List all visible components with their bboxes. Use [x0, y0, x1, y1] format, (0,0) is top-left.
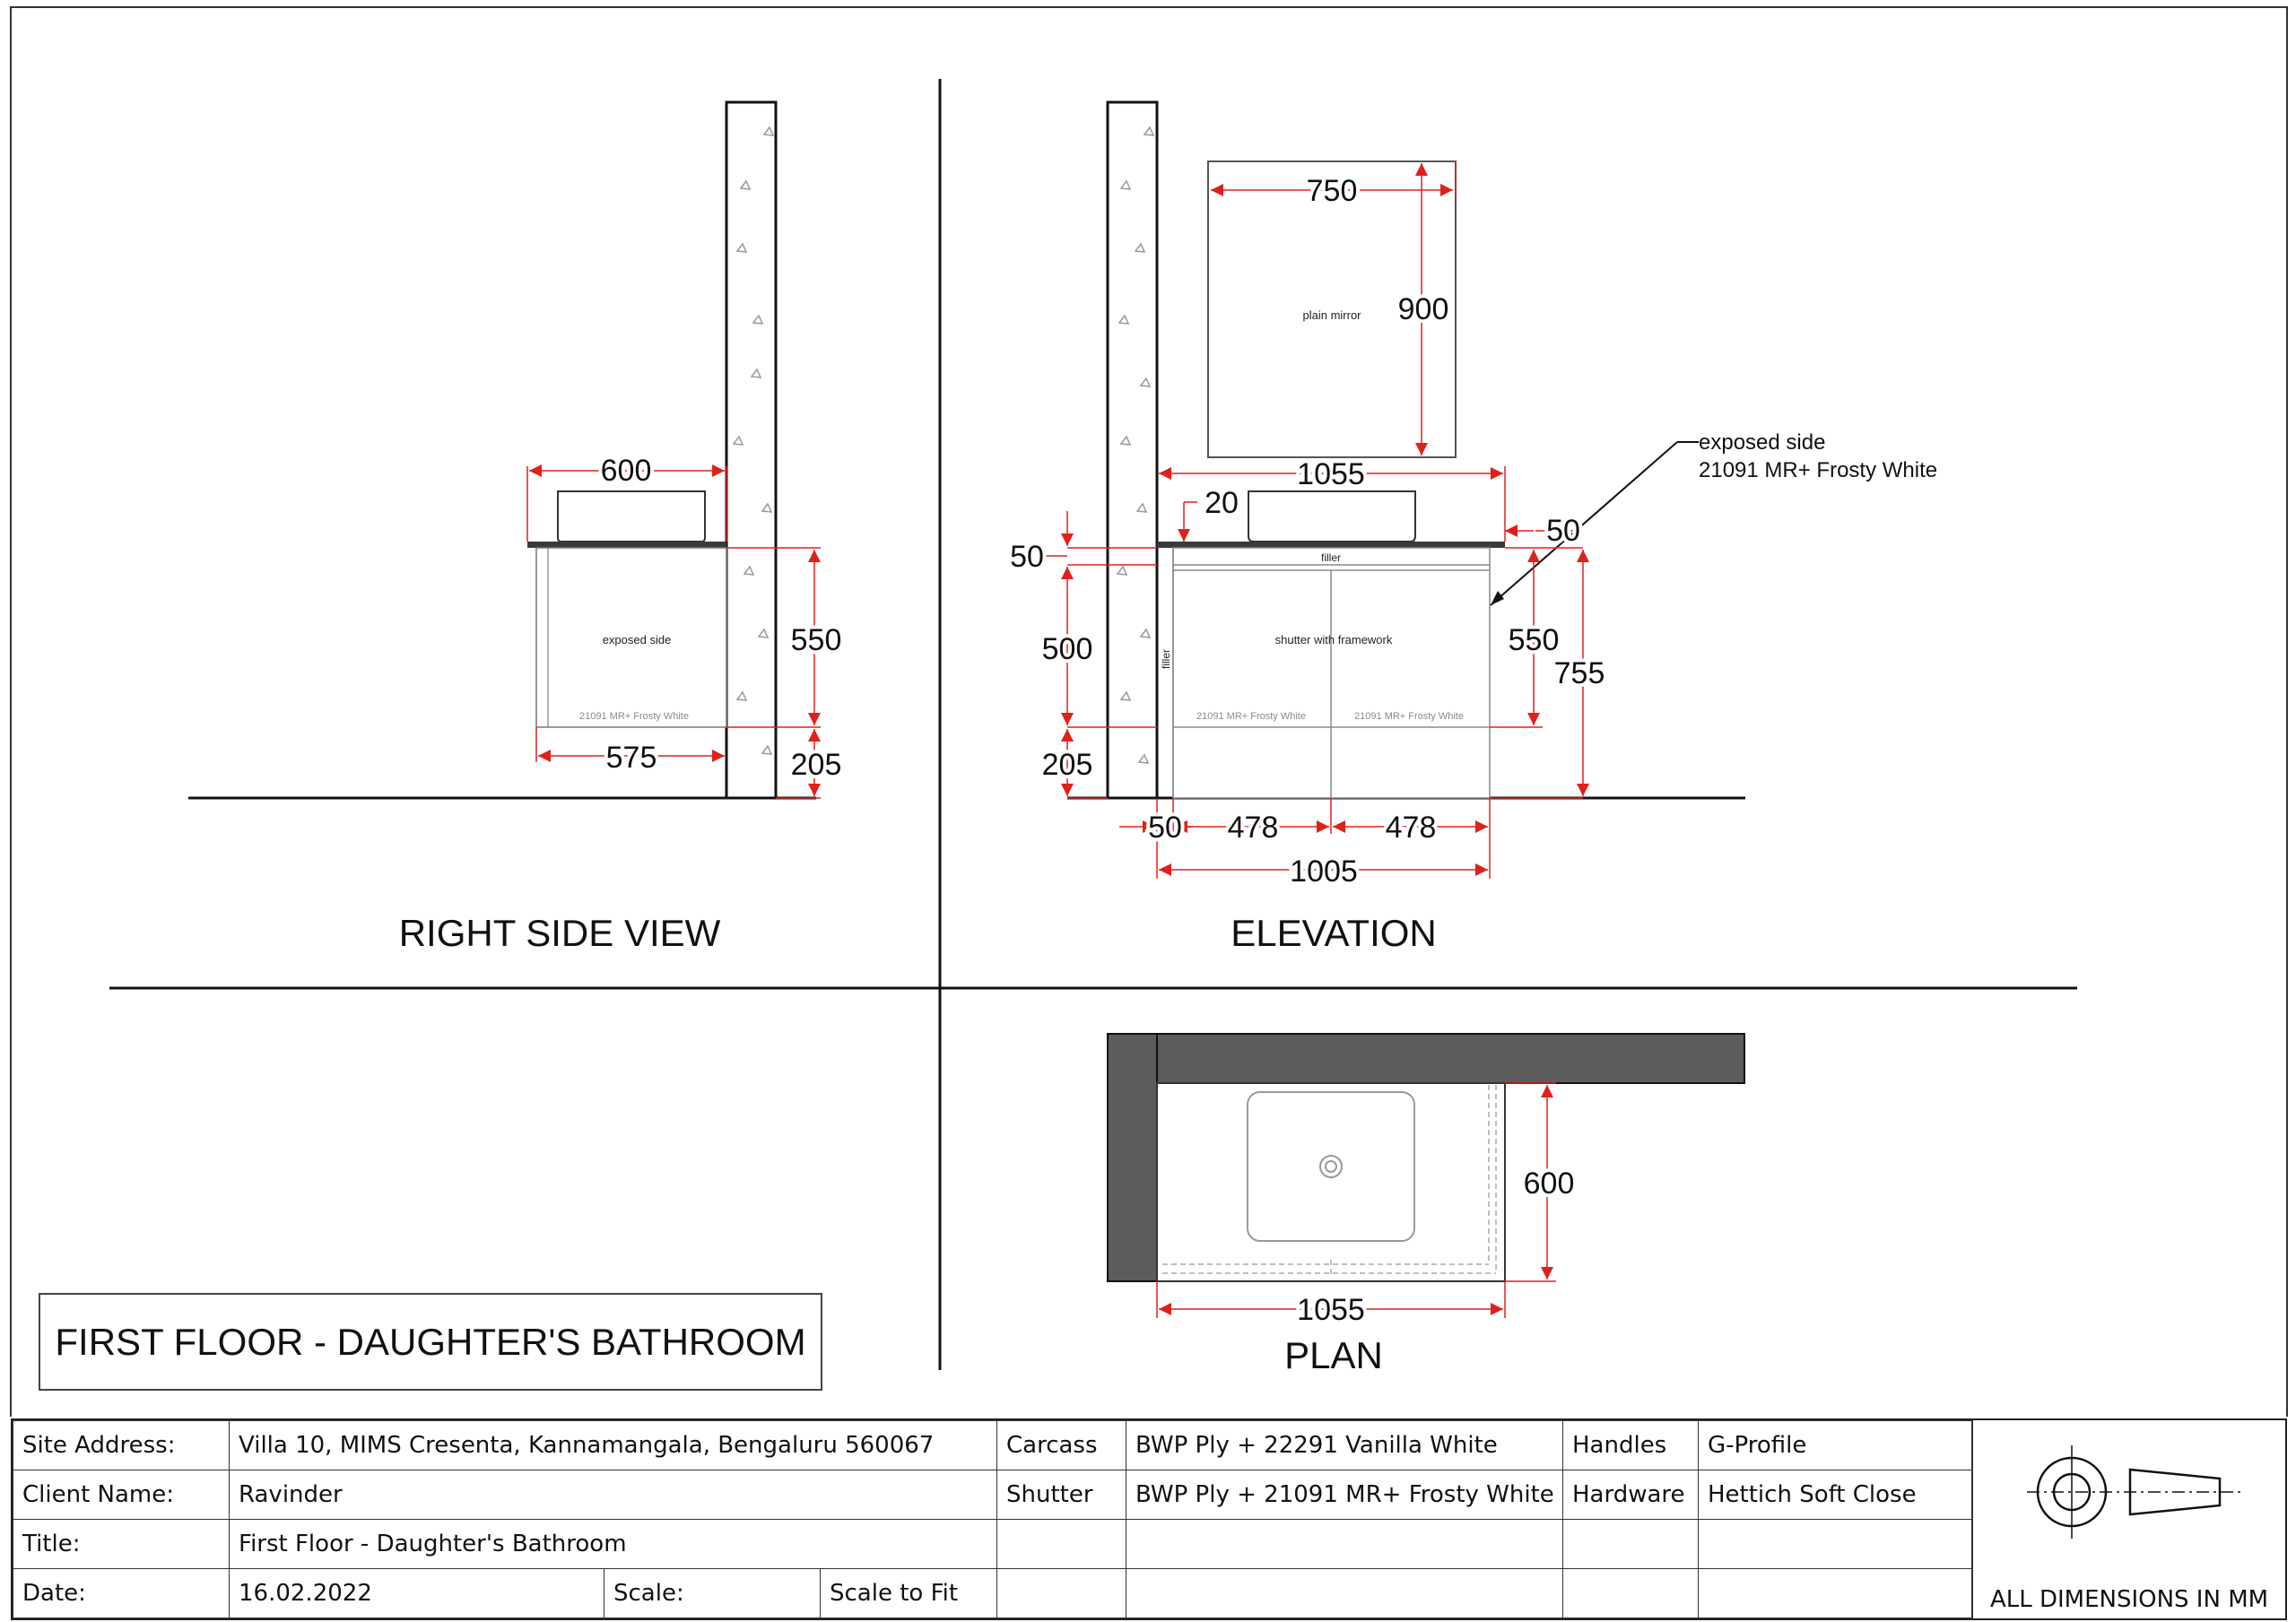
tb-row-client [13, 1470, 1972, 1520]
dim-600: 600 [600, 454, 652, 488]
title-label: Title: [13, 1520, 230, 1569]
plan-view [1108, 1034, 1744, 1376]
dim-1055: 1055 [1297, 457, 1365, 491]
empty-cell [1563, 1520, 1699, 1569]
wall-section [1108, 102, 1157, 798]
dim-478-left: 478 [1227, 811, 1279, 845]
right-side-view [188, 102, 841, 954]
wall-section [726, 102, 776, 798]
mirror-note: plain mirror [1302, 308, 1361, 322]
dimensions-note: ALL DIMENSIONS IN MM [1989, 1586, 2269, 1613]
finish-note: 21091 MR+ Frosty White [579, 711, 689, 722]
scale-label: Scale: [604, 1569, 821, 1618]
client-name-value: Ravinder [230, 1470, 997, 1520]
hardware-value: Hettich Soft Close [1699, 1470, 1972, 1520]
dim-750: 750 [1306, 174, 1358, 208]
dim-500: 500 [1041, 632, 1093, 666]
empty-cell [1699, 1569, 1972, 1618]
wall-back-plan [1157, 1034, 1744, 1083]
site-address-value: Villa 10, MIMS Cresenta, Kannamangala, Bengaluru 560067 [230, 1421, 997, 1470]
third-angle-projection-icon [2027, 1438, 2242, 1546]
countertop-side [527, 542, 726, 548]
countertop [1157, 542, 1505, 548]
dim-1055-plan: 1055 [1297, 1293, 1365, 1327]
empty-cell [1699, 1520, 1972, 1569]
sheet-title: FIRST FLOOR - DAUGHTER'S BATHROOM [55, 1321, 806, 1363]
dim-205: 205 [790, 748, 842, 782]
scale-value: Scale to Fit [821, 1569, 997, 1618]
dim-755: 755 [1553, 656, 1605, 690]
handles-label: Handles [1563, 1421, 1699, 1470]
title-block-table [13, 1420, 1972, 1618]
carcass-value: BWP Ply + 22291 Vanilla White [1126, 1421, 1563, 1470]
client-name-label: Client Name: [13, 1470, 230, 1520]
dim-1005: 1005 [1290, 854, 1358, 889]
elevation-view [1010, 102, 1937, 954]
tb-row-site [13, 1421, 1972, 1470]
empty-cell [997, 1520, 1126, 1569]
callout-line1: exposed side [1699, 430, 1826, 455]
filler-side-note: filler [1160, 648, 1172, 670]
empty-cell [1126, 1520, 1563, 1569]
dim-600-plan: 600 [1523, 1167, 1575, 1201]
dim-575: 575 [605, 741, 657, 775]
shutter-note: shutter with framework [1274, 633, 1393, 646]
wall-left-plan [1108, 1034, 1157, 1281]
dim-50-filler: 50 [1148, 811, 1182, 845]
empty-cell [1563, 1569, 1699, 1618]
tb-row-date [13, 1569, 1972, 1618]
filler-top-note: filler [1320, 551, 1342, 564]
dim-20: 20 [1205, 486, 1239, 520]
dim-478-right: 478 [1385, 811, 1437, 845]
right-side-view-label: RIGHT SIDE VIEW [398, 912, 721, 954]
date-label: Date: [13, 1569, 230, 1618]
finish-right-note: 21091 MR+ Frosty White [1354, 711, 1464, 722]
shutter-value: BWP Ply + 21091 MR+ Frosty White [1126, 1470, 1563, 1520]
dim-900: 900 [1397, 292, 1449, 326]
callout-line2: 21091 MR+ Frosty White [1699, 458, 1938, 482]
plan-label: PLAN [1284, 1334, 1383, 1376]
carcass-label: Carcass [997, 1421, 1126, 1470]
title-value: First Floor - Daughter's Bathroom [230, 1520, 997, 1569]
basin-plan [1248, 1092, 1414, 1241]
site-address-label: Site Address: [13, 1421, 230, 1470]
dim-205: 205 [1041, 748, 1093, 782]
dim-50-right: 50 [1546, 514, 1580, 548]
dim-550: 550 [1508, 623, 1560, 657]
basin-side [558, 491, 705, 542]
exposed-side-note: exposed side [602, 633, 672, 646]
elevation-label: ELEVATION [1231, 912, 1437, 954]
date-value: 16.02.2022 [230, 1569, 604, 1618]
tb-row-title [13, 1520, 1972, 1569]
projection-panel [1971, 1420, 2285, 1618]
empty-cell [1126, 1569, 1563, 1618]
handles-value: G-Profile [1699, 1421, 1972, 1470]
dim-550: 550 [790, 623, 842, 657]
hardware-label: Hardware [1563, 1470, 1699, 1520]
finish-left-note: 21091 MR+ Frosty White [1196, 711, 1306, 722]
dim-50-left: 50 [1010, 540, 1044, 574]
title-block [11, 1418, 2287, 1620]
basin-front [1248, 491, 1415, 542]
empty-cell [997, 1569, 1126, 1618]
shutter-label: Shutter [997, 1470, 1126, 1520]
